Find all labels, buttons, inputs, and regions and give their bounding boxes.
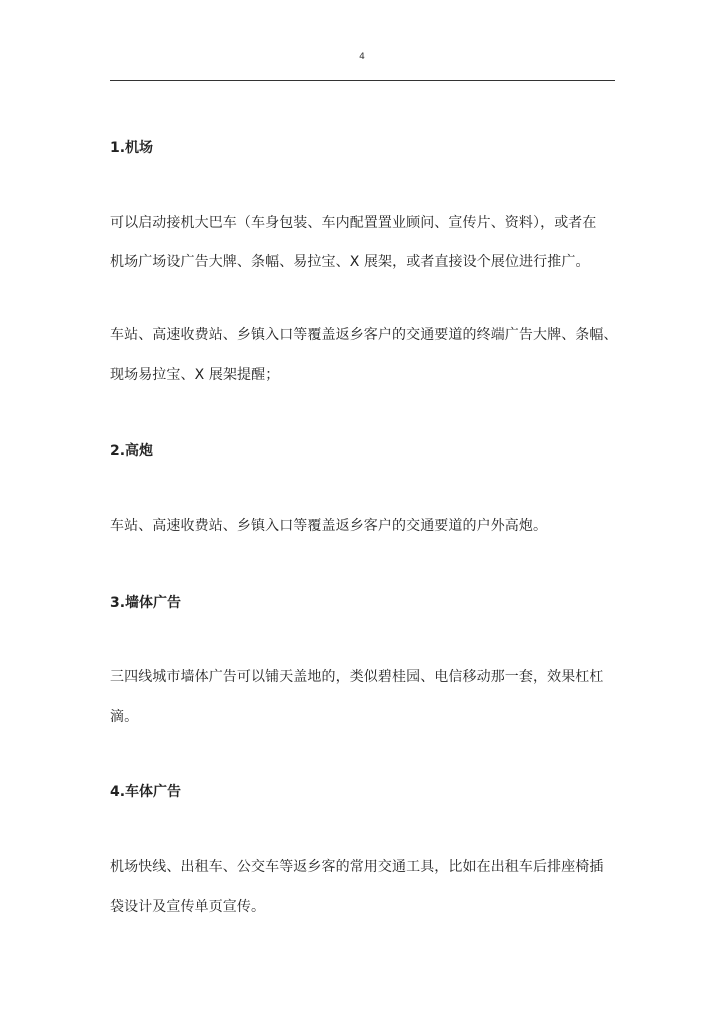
paragraph-line: 可以启动接机大巴车（车身包装、车内配置置业顾问、宣传片、资料），或者在 [110,215,597,231]
paragraph-line: 滴。 [110,709,139,725]
header-divider [110,80,615,81]
paragraph-line: 机场快线、出租车、公交车等返乡客的常用交通工具，比如在出租车后排座椅插 [110,859,604,875]
section-heading-wall-ads: 3.墙体广告 [110,595,182,611]
paragraph-line: 现场易拉宝、X 展架提醒； [110,367,280,383]
paragraph-line: 机场广场设广告大牌、条幅、易拉宝、X 展架，或者直接设个展位进行推广。 [110,254,590,270]
paragraph-line: 车站、高速收费站、乡镇入口等覆盖返乡客户的交通要道的户外高炮。 [110,518,548,534]
paragraph-line: 车站、高速收费站、乡镇入口等覆盖返乡客户的交通要道的终端广告大牌、条幅、 [110,327,618,343]
paragraph-line: 三四线城市墙体广告可以铺天盖地的，类似碧桂园、电信移动那一套，效果杠杠 [110,669,604,685]
page-number: 4 [359,52,365,62]
section-heading-billboard: 2.高炮 [110,443,154,459]
paragraph-line: 袋设计及宣传单页宣传。 [110,899,266,915]
section-heading-airport: 1.机场 [110,140,154,156]
section-heading-vehicle-ads: 4.车体广告 [110,784,182,800]
